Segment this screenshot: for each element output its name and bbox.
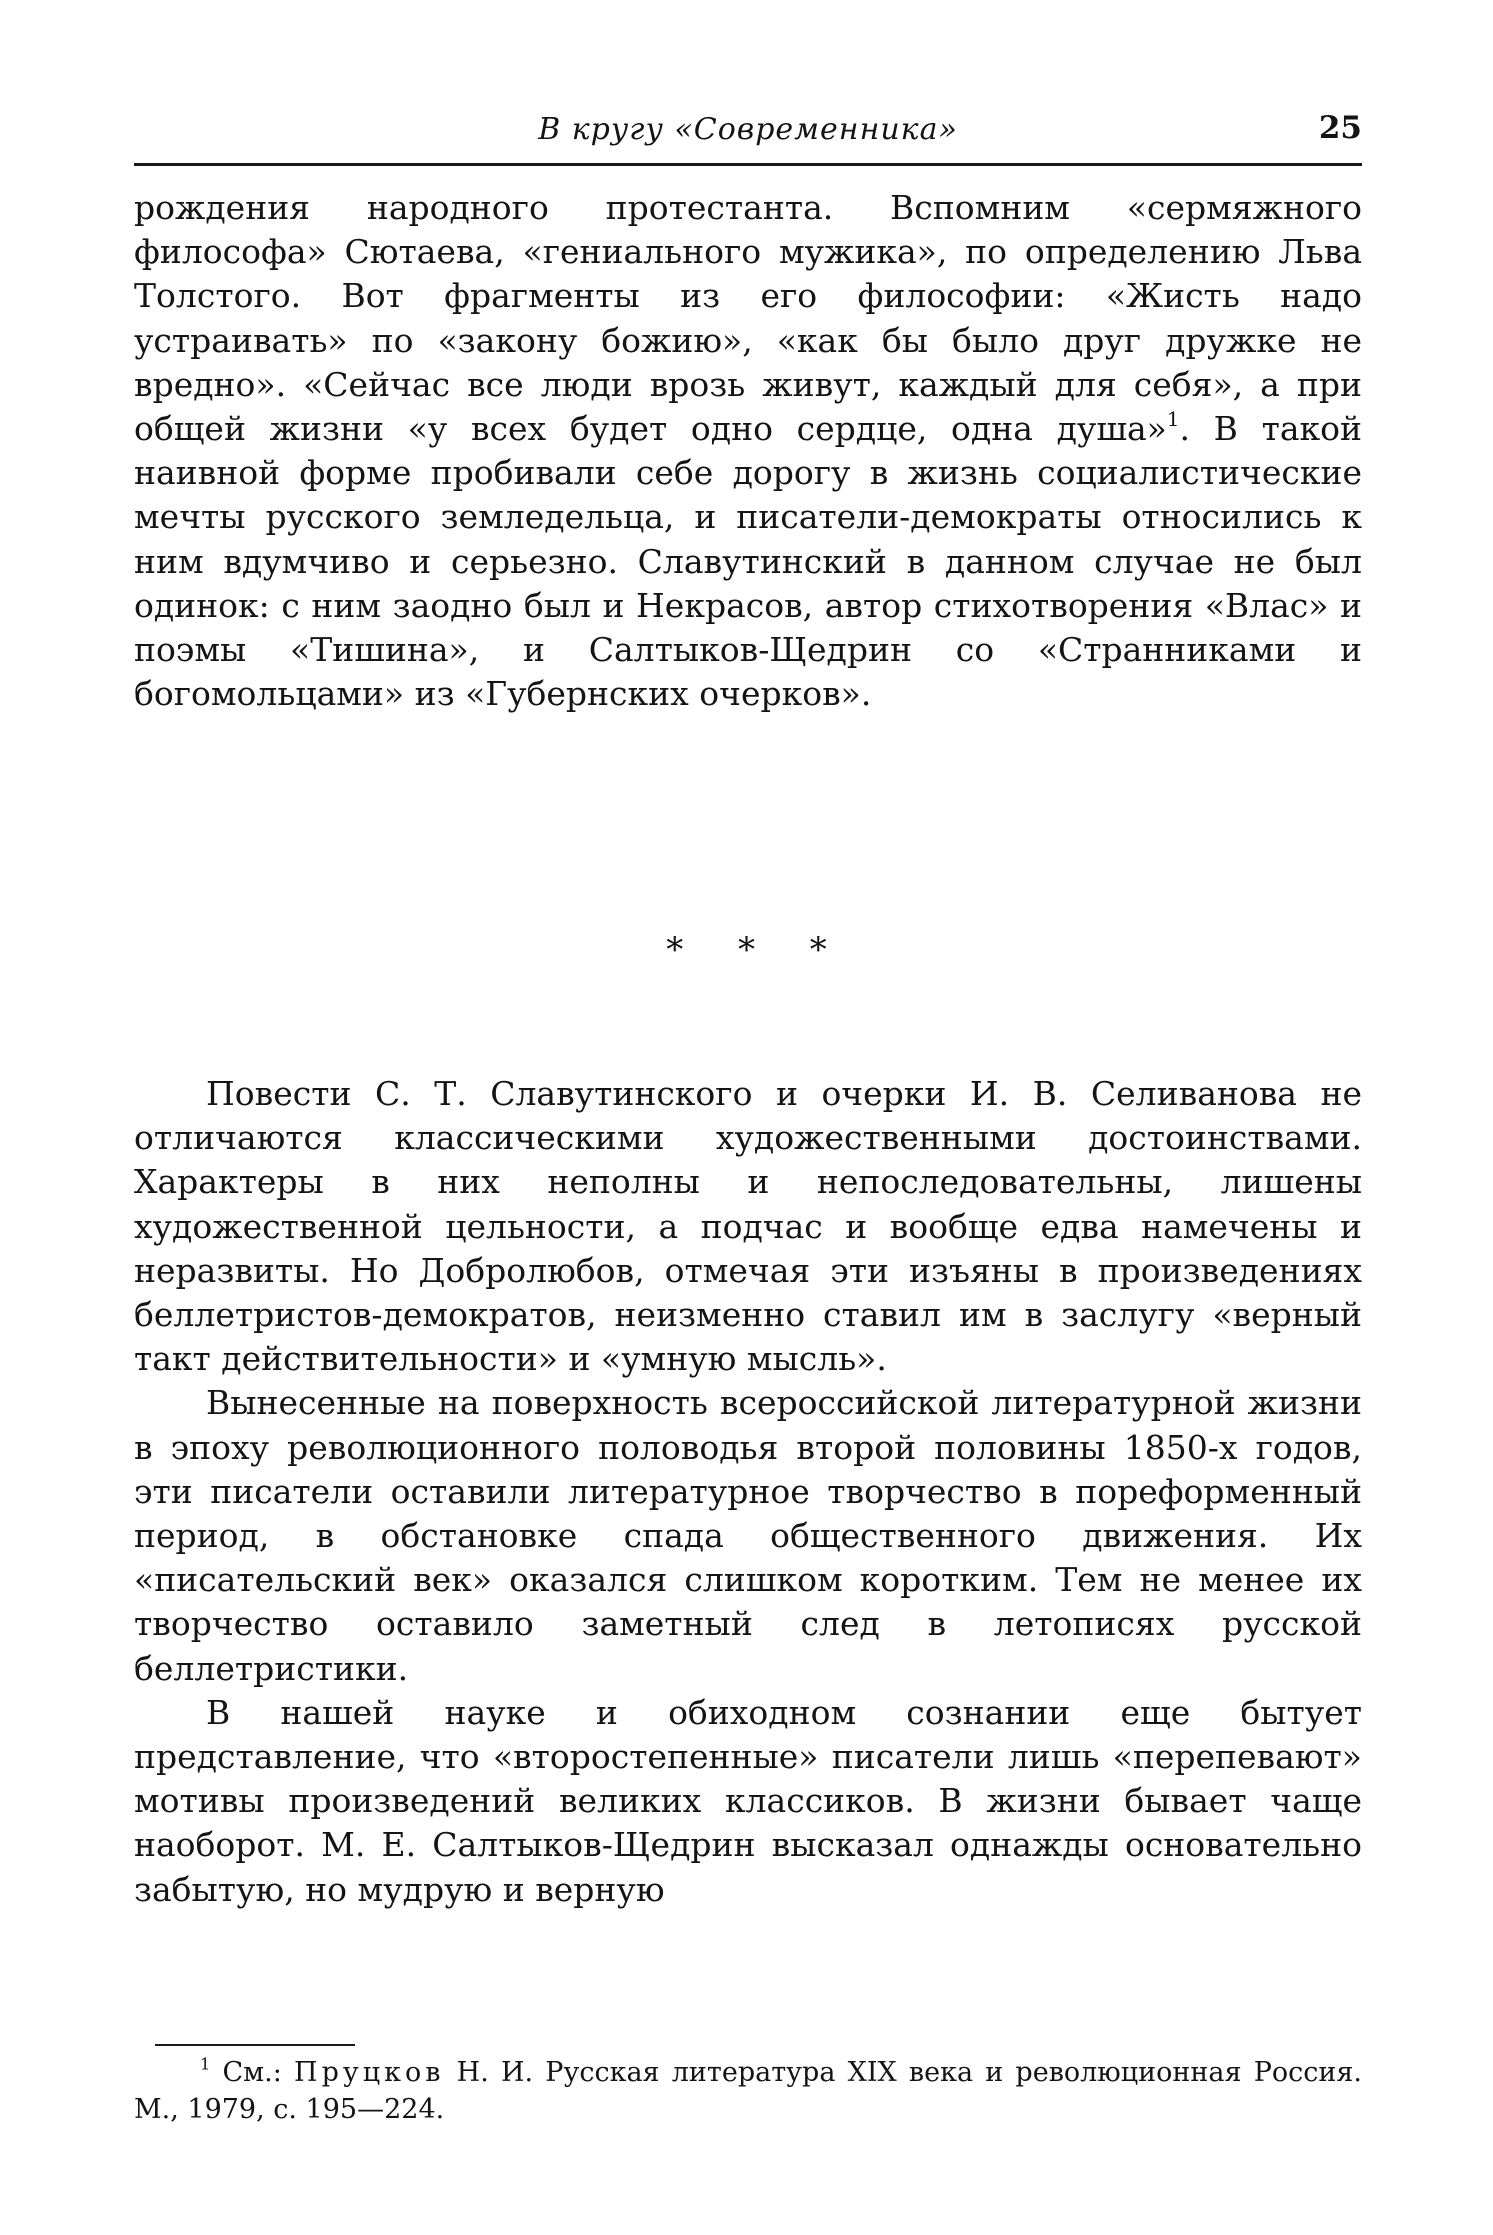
paragraph: Вынесенные на поверхность всероссийской литературной жизни в эпоху революционного половодья второй половины 1850-х годов, эти писатели оставили литературное творчество в пореформенный период, в обстановке спада общественного движения. Их «писательский век» оказался слишком коротким. Тем не менее их творчество оставило заметный след в летописях русской беллетристики.: [134, 1383, 1362, 1688]
header-rule: [134, 163, 1362, 166]
paragraph-text: . В такой наивной форме пробивали себе дорогу в жизнь социалистические мечты русского земледельца, и писатели-демократы относились к ним вдумчиво и серьезно. Славутинский в данном случае не был одинок: с ним заодно был и Некрасов, автор стихотворения «Влас» и поэмы «Тишина», и Салтыков-Щедрин со «Странниками и богомольцами» из «Губернских очерков».: [134, 409, 1362, 714]
footnote-rule: [155, 2044, 355, 2046]
page-number: 25: [1318, 110, 1362, 146]
section-break-asterism: * * *: [666, 930, 849, 970]
text-block-section: [134, 1072, 1362, 1912]
footnote-prefix: См.:: [222, 2057, 295, 2088]
running-title: В кругу «Современника»: [538, 112, 958, 147]
footnote: [134, 2054, 1362, 2128]
footnote-text: Н. И. Русская литература XIX века и революционная Россия. М., 1979, с. 195—224.: [134, 2057, 1363, 2125]
paragraph: В нашей науке и обиходном сознании еще бытует представление, что «второстепенные» писатели лишь «перепевают» мотивы произведений великих классиков. В жизни бывает чаще наоборот. М. Е. Салтыков-Щедрин высказал однажды основательно забытую, но мудрую и верную: [134, 1692, 1362, 1909]
footnote-reference: 1: [1166, 408, 1180, 432]
paragraph: [134, 186, 1362, 716]
text-block-continuation: [134, 186, 1362, 716]
footnote-mark: 1: [200, 2054, 211, 2074]
page-header: [134, 108, 1362, 160]
paragraph-text: рождения народного протестанта. Вспомним «сермяжного философа» Сютаева, «гениального мужика», по определению Льва Толстого. Вот фрагменты из его философии: «Жисть надо устраивать» по «закону божию», «как бы было друг дружке не вредно». «Сейчас все люди врозь живут, каждый для себя», а при общей жизни «у всех будет одно сердце, одна душа»: [134, 188, 1362, 449]
paragraph: Повести С. Т. Славутинского и очерки И. В. Селиванова не отличаются классическими художественными достоинствами. Характеры в них неполны и непоследовательны, лишены художественной цельности, а подчас и вообще едва намечены и неразвиты. Но Добролюбов, отмечая эти изъяны в произведениях беллетристов-демократов, неизменно ставил им в заслугу «верный такт действительности» и «умную мысль».: [134, 1074, 1362, 1379]
footnote-author: Пруцков: [294, 2057, 445, 2088]
